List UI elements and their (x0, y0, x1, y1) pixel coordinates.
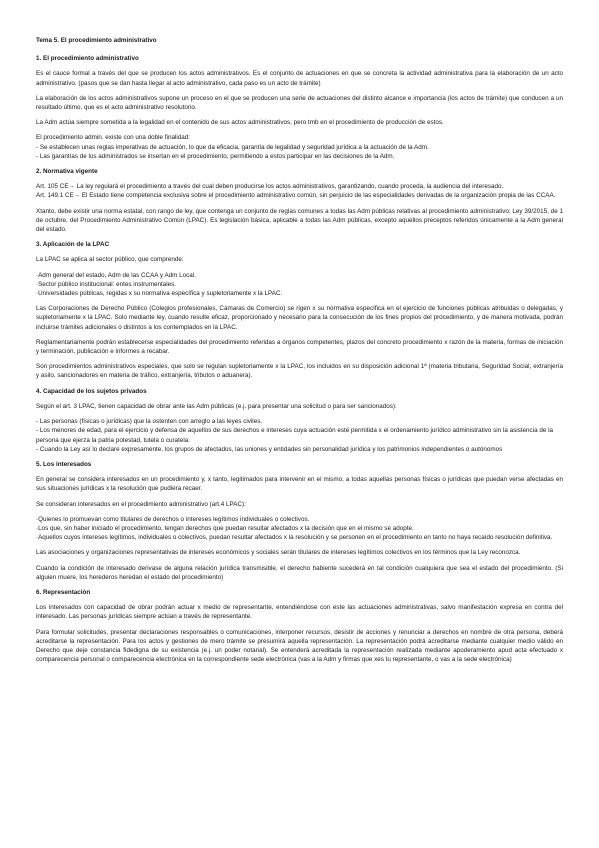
list-item: - Las garantías de los administrados se insertan en el procedimiento, permitiendo a estos participar en las decisiones de la Adm. (36, 152, 395, 160)
section-representacion (36, 588, 563, 664)
section-heading: 2. Normativa vigente (36, 168, 98, 176)
paragraph: Reglamentariamente podrán establecerse especialidades del procedimiento referidas a órganos competentes, plazos del concreto procedimiento x razón de la materia, formas de iniciación y terminación, publicación e informes a recabar. (36, 338, 563, 356)
document-title: Tema 5. El procedimiento administrativo (36, 37, 157, 44)
section-procedimiento-administrativo (36, 54, 563, 161)
list-item: ·Los que, sin haber iniciado el procedimiento, tengan derechos que puedan resultar afectados x la decisión que en el mismo se adopte. (36, 524, 414, 532)
section-aplicacion-lpac (36, 240, 563, 380)
list-item: ·Adm general del estado, Adm de las CCAA y Adm Local. (36, 271, 196, 279)
paragraph: Cuando la condición de interesado derivase de alguna relación jurídica transmisible, el derecho habiente sucederá en tal condición cualquiera que sea el estado del procedimiento. (Si alguien muere, los herederos heredan el estado del procedimiento) (36, 564, 563, 581)
paragraph: Las Corporaciones de Derecho Público (Colegios profesionales, Cámaras de Comercio) se rigen x su normativa específica en el ejercicio de funciones públicas atribuidas o delegadas, y supletoriamente x la LPAC. Solo mediante ley, cuando resulte eficaz, proporcionado y necesario para la consecución de los fines propios del procedimiento, y de manera motivada, podrán incluirse trámites adicionales o distintos a los contemplados en la LPAC. (36, 305, 563, 331)
list-item: ·Sector público institucional: entes instrumentales. (36, 280, 177, 288)
paragraph: La LPAC se aplica al sector público, que comprende: (36, 256, 184, 264)
list-item: - Las personas (físicas o jurídicas) que la ostenten con arreglo a las leyes civiles. (36, 418, 263, 426)
sector-publico-list (36, 271, 563, 299)
paragraph: Las asociaciones y organizaciones representativas de intereses económicos y sociales serán titulares de intereses legítimos colectivos en los términos que la Ley reconozca. (36, 549, 521, 557)
interesados-list (36, 515, 563, 543)
paragraph: Para formular solicitudes, presentar declaraciones responsables o comunicaciones, interponer recursos, desistir de acciones y renunciar a derechos en nombre de otra persona, deberá acreditarse la representación. Para los actos y gestiones de mero trámite se presumirá aquella representación. La representación podrá acreditarse mediante cualquier medio válido en Derecho que deje constancia fidedigna de su existencia (e.j. un poder notarial). Se entenderá acreditada la representación realizada mediante apoderamiento apud acta efectuado x comparecencia personal o comparecencia electrónica en la correspondiente sede electrónica (vas a la Adm y firmas que xes tu representante, o vas a la sede electrónica) (36, 628, 563, 664)
list-item: - Cuando la Ley así lo declare expresamente, los grupos de afectados, las uniones y entidades sin personalidad jurídica y los patrimonios independientes o autónomos (36, 445, 503, 453)
section-heading: 1. El procedimiento administrativo (36, 55, 139, 63)
paragraph: Es el cauce formal a través del que se producen los actos administrativos. Es el conjunto de actuaciones en que se concreta la actividad administrativa para la elaboración de un acto administrativo. (pasos que se dan hasta llegar al acto administrativo, cada paso es un acto de trámite) (36, 70, 563, 87)
paragraph: En general se considera interesados en un procedimiento y, x tanto, legitimados para intervenir en el mismo, a todas aquellas personas físicas o jurídicas que puedan verse afectadas en sus situaciones jurídicas x la resolución que pudiera recaer. (36, 476, 563, 493)
paragraph: Según el art. 3 LPAC, tienen capacidad de obrar ante las Adm públicas (e.j. para presentar una solicitud o para ser sancionados): (36, 402, 397, 410)
section-heading: 6. Representación (36, 588, 91, 596)
paragraph: Son procedimientos administrativos especiales, que solo se regulan supletoriamente x la LPAC, los incluidos en su disposición adicional 1ª (materia tributaria, Seguridad Social, extranjería y asilo, sancionadores en materia de tráfico, extranjería, tributos o aduanera). (36, 363, 563, 380)
section-heading: 3. Aplicación de la LPAC (36, 241, 110, 249)
paragraph: Art. 149.1 CE→ El Estado tiene competencia exclusiva sobre el procedimiento administrativo común, sin perjuicio de las especialidades derivadas de la organización propia de las CCAA. (36, 192, 556, 200)
capacidad-list (36, 417, 563, 454)
section-interesados (36, 460, 563, 582)
paragraph: El procedimiento admin. existe con una doble finalidad: (36, 134, 191, 142)
section-capacidad-sujetos (36, 387, 563, 454)
section-heading: 5. Los interesados (36, 460, 92, 468)
paragraph: La elaboración de los actos administrativos supone un proceso en el que se producen una serie de actuaciones del distinto alcance e importancia (los actos de trámite) que conducen a un resultado último, que es el acto administrativo resolutorio. (36, 94, 563, 112)
list-item: - Se establecen unas reglas imperativas de actuación, lo que da eficacia, garantía de legalidad y seguridad jurídica a la actuación de la Adm. (36, 143, 429, 151)
section-heading: 4. Capacidad de los sujetos privados (36, 387, 147, 395)
paragraph: Xtanto, debe existir una norma estatal, con rango de ley, que contenga un conjunto de reglas comunes a todas las Adm públicas relativas al procedimiento administrativo: Ley 39/2015, de 1 de octubre, del Procedimiento Administrativo Común (LPAC). Es legislación básica, aplicable a todas las Adm públicas, excepto aquellos preceptos referidos únicamente a la Adm general del estado. (36, 207, 563, 234)
list-item: - Los menores de edad, para el ejercicio y defensa de aquellos de sus derechos e intereses cuya actuación esté permitida x el ordenamiento jurídico administrativo sin la asistencia de la persona que ejerza la patria potestad, tutela o curatela. (36, 427, 553, 444)
section-normativa-vigente (36, 167, 563, 234)
list-item: ·Aquellos cuyos intereses legítimos, individuales o colectivos, puedan resultar afectados x la resolución y se personen en el procedimiento en tanto no haya recaído resolución definitiva. (36, 534, 553, 542)
paragraph: Se consideran interesados en el procedimiento administrativo (art.4 LPAC): (36, 500, 246, 508)
list-item: ·Quienes lo promuevan como titulares de derechos o intereses legítimos individuales o colectivos. (36, 515, 310, 523)
list-item: ·Universidades públicas, regidas x su normativa específica y supletoriamente x la LPAC. (36, 290, 283, 298)
paragraph: Art. 105 CE→ La ley regulará el procedimiento a través del cual deben producirse los actos administrativos, garantizando, cuando proceda, la audiencia del interesado. (36, 183, 504, 191)
finalidad-list (36, 143, 563, 161)
paragraph: La Adm actúa siempre sometida a la legalidad en el contenido de sus actos administrativos, pero tmb en el procedimiento de producción de estos. (36, 119, 444, 127)
paragraph: Los interesados con capacidad de obrar podrán actuar x medio de representante, entendiéndose con este las actuaciones administrativas, salvo manifestación expresa en contra del interesado. Las personas jurídicas siempre actúan a través de representante. (36, 604, 563, 621)
